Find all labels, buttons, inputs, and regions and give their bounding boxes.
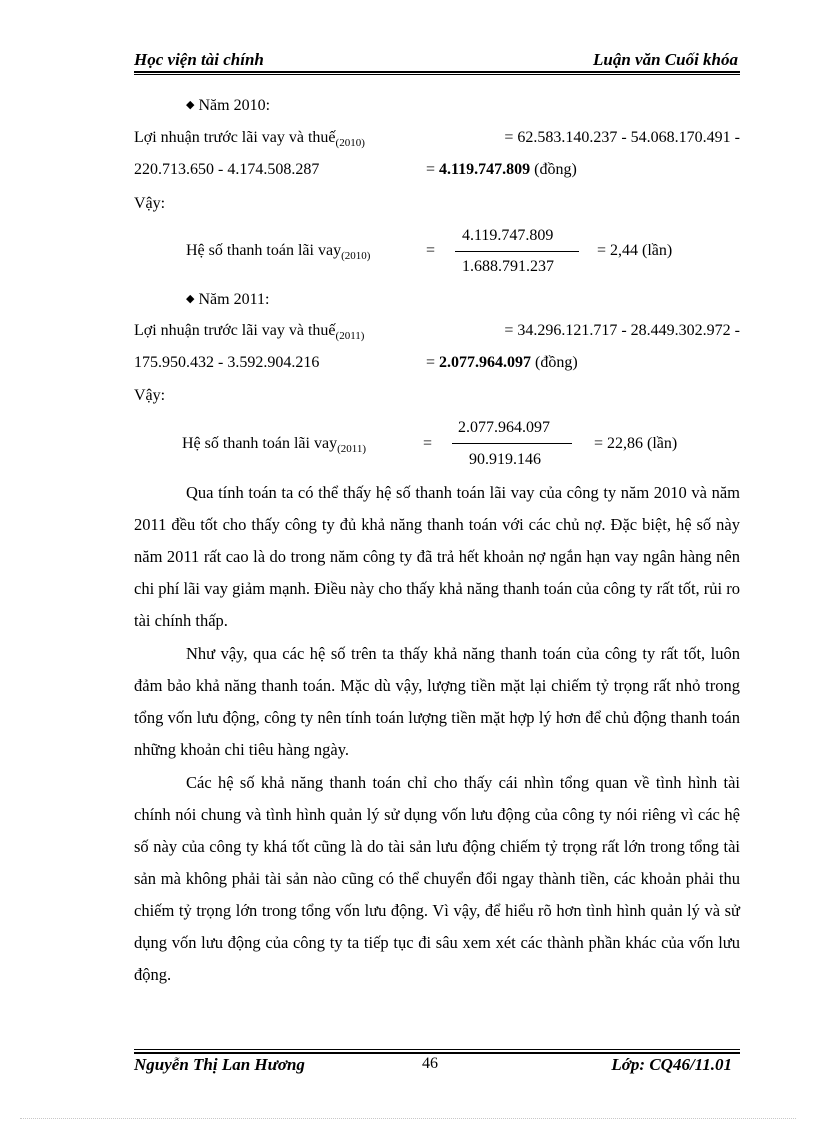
fraction-bar-2010: [455, 251, 579, 252]
paragraph-3: Các hệ số khả năng thanh toán chỉ cho thấy cái nhìn tổng quan về tình hình tài chính nói chung và tình hình quản lý sử dụng vốn lưu động của công ty nói riêng vì các hệ số này của công ty khá tốt cũng là do tài sản lưu động chiếm tỷ trọng rất lớn trong tổng tài sản mà không phải tài sản nào cũng có thể chuyển đổi ngay thành tiền, các khoản phải thu chiếm tỷ trọng lớn trong tổng vốn lưu động. Vì vậy, để hiểu rõ hơn tình hình quản lý và sử dụng vốn lưu động của công ty ta tiếp tục đi sâu xem xét các thành phần khác của vốn lưu động.: [134, 773, 740, 984]
profit-formula-2011: Lợi nhuận trước lãi vay và thuế$_{(2011)}$ = 34.296.121.717 - 28.449.302.972 -: [134, 322, 740, 342]
ratio-result-2011: = 22,86 (lần): [594, 435, 678, 452]
ratio-result-2010: = 2,44 (lần): [597, 242, 673, 259]
footer-author: Nguyễn Thị Lan Hương: [134, 1055, 305, 1074]
profit-formula-2010-cont: 220.713.650 - 4.174.508.287: [134, 161, 320, 178]
page-edge-divider: [20, 1118, 796, 1119]
vay-label-2011: Vậy:: [134, 387, 166, 404]
ratio-equals-2010: =: [426, 242, 436, 259]
footer-class: Lớp: CQ46/11.01: [611, 1055, 732, 1074]
footer-rule-thin: [134, 1049, 740, 1050]
header-rule-thin: [134, 74, 740, 75]
header-institution: Học viện tài chính: [134, 50, 264, 69]
bullet-2010: ◆ Năm 2010:: [186, 97, 271, 114]
bullet-2011: ◆ Năm 2011:: [186, 291, 270, 308]
profit-formula-2010: Lợi nhuận trước lãi vay và thuế$_{(2010)}$ = 62.583.140.237 - 54.068.170.491 -: [134, 129, 740, 149]
profit-result-2010: = 4.119.747.809 (đồng): [426, 161, 577, 178]
ratio-equals-2011: =: [423, 435, 433, 452]
vay-label-2010: Vậy:: [134, 195, 166, 212]
denominator-2010: 1.688.791.237: [462, 258, 554, 275]
diamond-bullet-icon: ◆: [186, 99, 195, 111]
profit-result-2011: = 2.077.964.097 (đồng): [426, 354, 578, 371]
paragraph-2: Như vậy, qua các hệ số trên ta thấy khả năng thanh toán của công ty rất tốt, luôn đảm bảo khả năng thanh toán. Mặc dù vậy, lượng tiền mặt lại chiếm tỷ trọng rất nhỏ trong tổng vốn lưu động, công ty nên tính toán lượng tiền mặt hợp lý hơn để chủ động thanh toán những khoản chi tiêu hàng ngày.: [134, 644, 740, 759]
page-number: 46: [422, 1055, 438, 1072]
numerator-2010: 4.119.747.809: [462, 227, 554, 244]
ratio-label-2011: Hệ số thanh toán lãi vay$_{(2011)}$: [182, 435, 366, 455]
header-rule: [134, 71, 740, 73]
numerator-2011: 2.077.964.097: [458, 419, 550, 436]
ratio-label-2010: Hệ số thanh toán lãi vay$_{(2010)}$: [186, 242, 371, 262]
paragraph-1: Qua tính toán ta có thể thấy hệ số thanh toán lãi vay của công ty năm 2010 và năm 2011 đều tốt cho thấy công ty đủ khả năng thanh toán với các chủ nợ. Đặc biệt, hệ số này năm 2011 rất cao là do trong năm công ty đã trả hết khoản nợ ngắn hạn vay ngân hàng nên chi phí lãi vay giảm mạnh. Điều này cho thấy khả năng thanh toán của công ty rất tốt, rủi ro tài chính thấp.: [134, 483, 740, 630]
diamond-bullet-icon: ◆: [186, 293, 195, 305]
footer-rule: [134, 1052, 740, 1054]
denominator-2011: 90.919.146: [469, 451, 541, 468]
profit-formula-2011-cont: 175.950.432 - 3.592.904.216: [134, 354, 320, 371]
fraction-bar-2011: [452, 443, 572, 444]
header-thesis-title: Luận văn Cuối khóa: [592, 50, 738, 69]
